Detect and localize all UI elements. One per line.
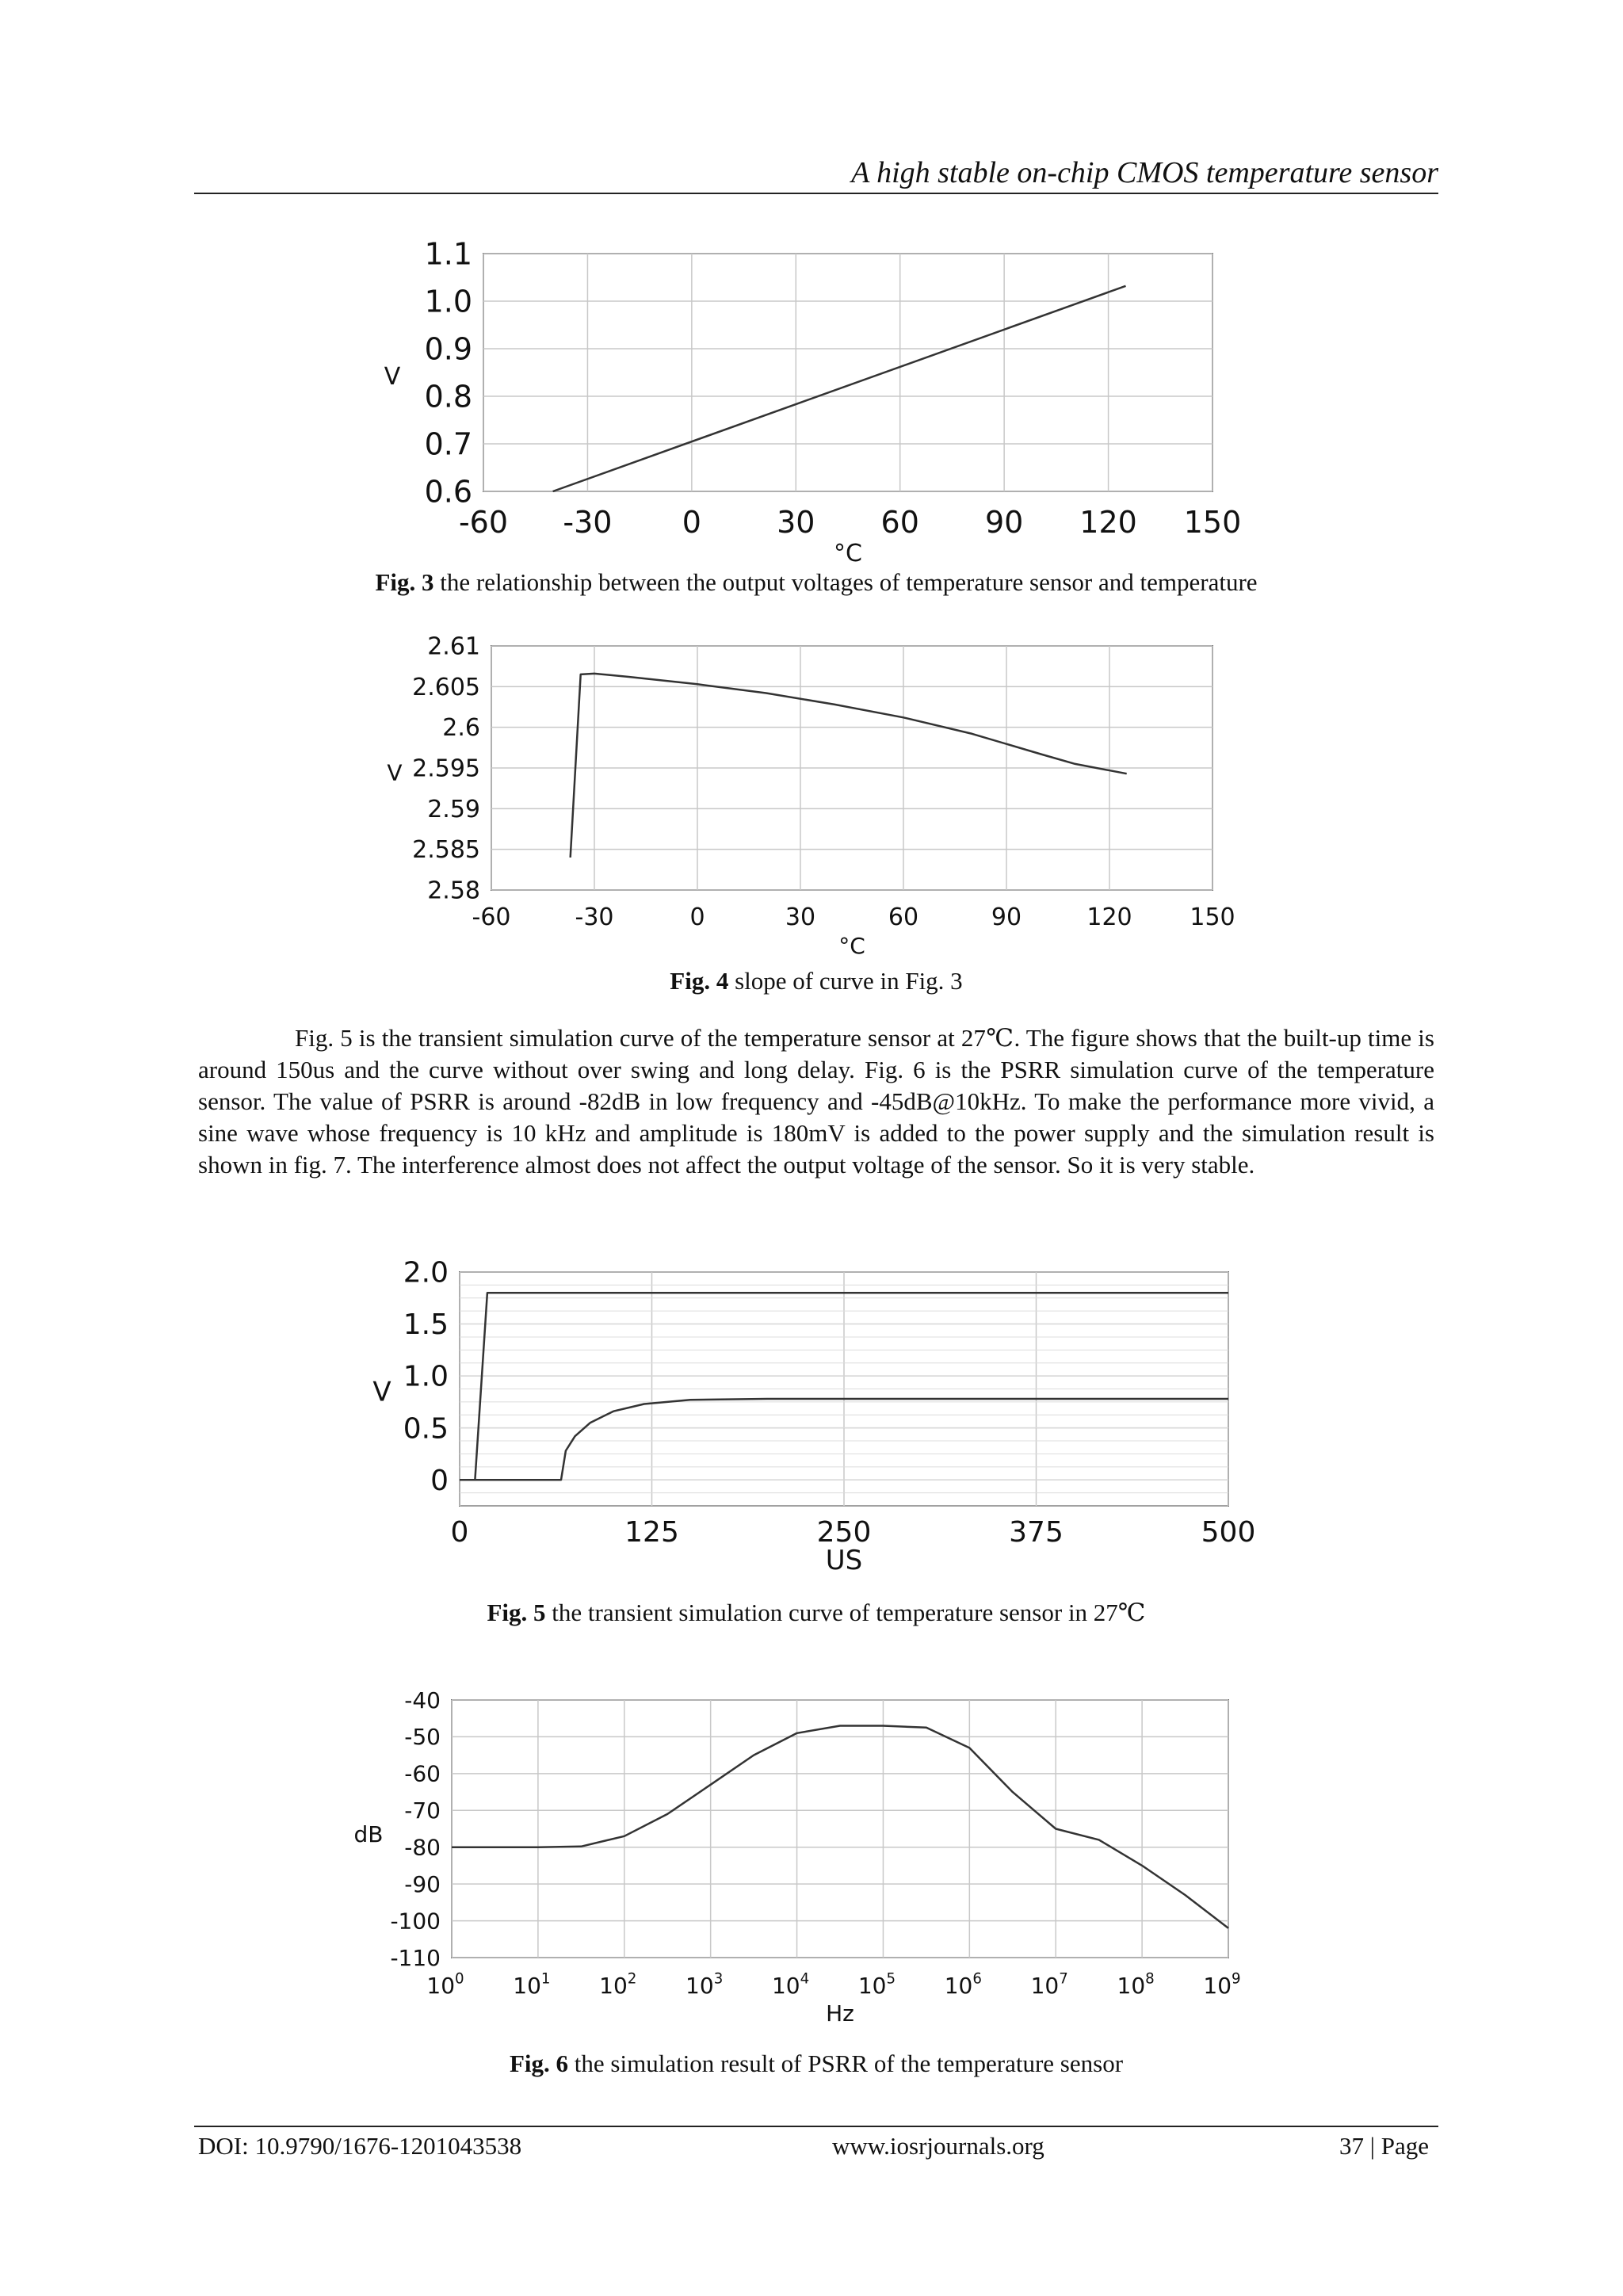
footer-site: www.iosrjournals.org bbox=[832, 2132, 1044, 2160]
fig6-xtick-label: $10^5$ bbox=[857, 1970, 896, 1999]
fig6-plot-frame bbox=[452, 1700, 1228, 1958]
fig5-ytick-label: 0 bbox=[430, 1464, 449, 1497]
fig3-ytick-label: 0.8 bbox=[424, 379, 472, 415]
fig6-caption bbox=[194, 2050, 1438, 2078]
fig6-svg bbox=[349, 1688, 1284, 2037]
fig4-xtick-label: -30 bbox=[575, 904, 614, 931]
fig5-xtick-label: 125 bbox=[624, 1516, 679, 1549]
fig4-caption-label: Fig. 4 bbox=[670, 967, 729, 995]
fig3-caption-label: Fig. 3 bbox=[375, 568, 434, 596]
fig5-xtick-label: 375 bbox=[1009, 1516, 1064, 1549]
fig4-xtick-label: -60 bbox=[472, 904, 511, 931]
fig5-ytick-label: 0.5 bbox=[403, 1412, 449, 1446]
fig4-caption-text: slope of curve in Fig. 3 bbox=[728, 967, 963, 995]
fig5-xlabel: US bbox=[825, 1545, 863, 1576]
fig4-ytick-label: 2.58 bbox=[427, 877, 480, 905]
fig4-xtick-label: 90 bbox=[991, 904, 1022, 931]
fig6-xtick-label: $10^2$ bbox=[599, 1970, 637, 1999]
fig5-ytick-label: 1.0 bbox=[403, 1360, 449, 1393]
fig4-ytick-label: 2.585 bbox=[412, 836, 480, 865]
fig6-ytick-label: -50 bbox=[404, 1724, 441, 1751]
fig3-xtick-label: 60 bbox=[880, 505, 919, 540]
fig6-ytick-label: -70 bbox=[404, 1797, 441, 1824]
footer-doi: DOI: 10.9790/1676-1201043538 bbox=[198, 2132, 522, 2160]
fig6-xtick-label: $10^6$ bbox=[944, 1970, 982, 1999]
fig3-xlabel: °C bbox=[834, 540, 862, 567]
fig5-caption bbox=[194, 1599, 1438, 1627]
fig3-ytick-label: 0.7 bbox=[424, 426, 472, 462]
fig5-xtick-label: 0 bbox=[450, 1516, 469, 1549]
fig3-caption-text: the relationship between the output voltages of temperature sensor and temperature bbox=[433, 568, 1258, 596]
fig3-xtick-label: -60 bbox=[458, 505, 509, 540]
fig5-svg bbox=[365, 1252, 1284, 1593]
fig5-ytick-label: 2.0 bbox=[403, 1256, 449, 1289]
fig3-xtick-label: 0 bbox=[682, 505, 701, 540]
fig4-ytick-label: 2.61 bbox=[427, 632, 480, 661]
fig4-ytick-label: 2.595 bbox=[412, 755, 480, 783]
fig3-xtick-label: 120 bbox=[1079, 505, 1137, 540]
fig3-ytick-label: 1.0 bbox=[424, 284, 472, 319]
fig5-caption-label: Fig. 5 bbox=[487, 1599, 546, 1626]
fig6-xlabel: Hz bbox=[826, 2000, 854, 2027]
fig6-caption-label: Fig. 6 bbox=[509, 2050, 569, 2077]
fig3-caption bbox=[194, 568, 1438, 597]
fig6-ylabel: dB bbox=[353, 1820, 384, 1847]
fig6-ytick-label: -100 bbox=[390, 1908, 441, 1935]
fig5-ytick-label: 1.5 bbox=[403, 1308, 449, 1342]
fig4-ylabel: V bbox=[387, 759, 403, 786]
running-header: A high stable on-chip CMOS temperature sensor bbox=[851, 156, 1438, 189]
footer-page: 37 | Page bbox=[1339, 2132, 1429, 2160]
fig6-xtick-label: $10^9$ bbox=[1203, 1970, 1241, 1999]
fig3-ytick-label: 1.1 bbox=[424, 236, 472, 272]
fig3-xtick-label: 30 bbox=[777, 505, 815, 540]
fig6-ytick-label: -80 bbox=[404, 1834, 441, 1861]
fig6-xtick-label: $10^0$ bbox=[426, 1970, 464, 1999]
fig4-chart bbox=[365, 634, 1284, 967]
fig3-ytick-label: 0.9 bbox=[424, 331, 472, 367]
fig4-xtick-label: 60 bbox=[888, 904, 919, 931]
fig5-xtick-label: 250 bbox=[816, 1516, 872, 1549]
fig3-plot-frame bbox=[483, 254, 1212, 491]
fig6-xtick-label: $10^4$ bbox=[771, 1970, 810, 1999]
fig4-xtick-label: 0 bbox=[689, 904, 705, 931]
fig4-ytick-label: 2.6 bbox=[442, 714, 480, 743]
fig6-xtick-label: $10^1$ bbox=[513, 1970, 551, 1999]
fig4-xtick-label: 150 bbox=[1190, 904, 1235, 931]
header-rule bbox=[194, 193, 1438, 194]
fig4-caption bbox=[194, 967, 1438, 995]
fig5-ylabel: V bbox=[372, 1376, 391, 1408]
fig6-ytick-label: -110 bbox=[390, 1944, 441, 1971]
fig6-ytick-label: -90 bbox=[404, 1870, 441, 1897]
fig3-chart bbox=[365, 238, 1284, 571]
fig4-ytick-label: 2.59 bbox=[427, 795, 480, 823]
body-paragraph: Fig. 5 is the transient simulation curve of the temperature sensor at 27℃. The figure shows that the built-up time is around 150us and the curve without over swing and long delay. Fig. 6 is the PSRR simulation curve of the temperature sensor. The value of PSRR is around -82dB in low frequency and -45dB@10kHz. To make the performance more vivid, a sine wave whose frequency is 10 kHz and amplitude is 180mV is added to the power supply and the simulation result is shown in fig. 7. The interference almost does not affect the output voltage of the sensor. So it is very stable. bbox=[198, 1024, 1434, 1179]
fig3-xtick-label: -30 bbox=[563, 505, 613, 540]
fig3-ytick-label: 0.6 bbox=[424, 474, 472, 510]
fig6-caption-text: the simulation result of PSRR of the temperature sensor bbox=[568, 2050, 1124, 2077]
fig4-svg bbox=[365, 634, 1284, 967]
fig4-ytick-label: 2.605 bbox=[412, 673, 480, 701]
fig6-chart bbox=[349, 1688, 1284, 2037]
fig3-xtick-label: 90 bbox=[984, 505, 1024, 540]
fig6-xtick-label: $10^7$ bbox=[1030, 1970, 1068, 1999]
fig3-svg bbox=[365, 238, 1284, 571]
fig6-ytick-label: -60 bbox=[404, 1760, 441, 1787]
fig5-caption-text: the transient simulation curve of temperature sensor in 27℃ bbox=[545, 1599, 1146, 1626]
fig6-ytick-label: -40 bbox=[404, 1687, 441, 1713]
fig5-xtick-label: 500 bbox=[1201, 1516, 1256, 1549]
fig4-xlabel: °C bbox=[838, 933, 865, 959]
fig3-xtick-label: 150 bbox=[1183, 505, 1242, 540]
fig6-xtick-label: $10^8$ bbox=[1117, 1970, 1155, 1999]
fig5-chart bbox=[365, 1252, 1284, 1593]
fig4-xtick-label: 30 bbox=[785, 904, 816, 931]
fig4-xtick-label: 120 bbox=[1086, 904, 1132, 931]
footer-rule bbox=[194, 2126, 1438, 2127]
fig6-xtick-label: $10^3$ bbox=[685, 1970, 724, 1999]
fig3-ylabel: V bbox=[384, 363, 401, 391]
